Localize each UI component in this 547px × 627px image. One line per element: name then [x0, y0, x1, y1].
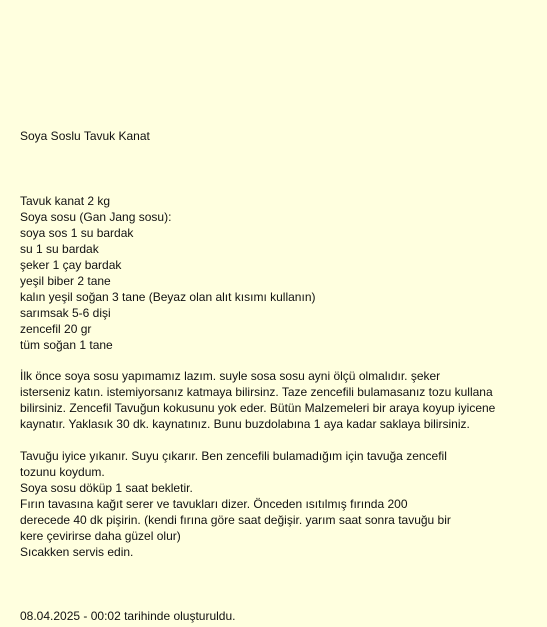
ingredient-item: zencefil 20 gr: [20, 322, 92, 336]
step-line: Sıcakken servis edin.: [20, 545, 134, 559]
ingredient-item: Soya sosu (Gan Jang sosu):: [20, 210, 172, 224]
instruction-line: isterseniz katın. istemiyorsanız katmaya bilirsinz. Taze zencefili bulamasanız tozu kullana: [20, 385, 493, 399]
instruction-line: İlk önce soya sosu yapımamız lazım. suyle sosa sosu ayni ölçü olmalıdır. şeker: [20, 369, 441, 383]
step-line: derecede 40 dk pişirin. (kendi fırına göre saat değişir. yarım saat sonra tavuğu bir: [20, 513, 451, 527]
ingredient-item: tüm soğan 1 tane: [20, 338, 113, 352]
created-timestamp: 08.04.2025 - 00:02 tarihinde oluşturuldu.: [20, 609, 236, 623]
cooking-steps: [20, 448, 451, 560]
instruction-line: bilirsiniz. Zencefil Tavuğun kokusunu yok eder. Bütün Malzemeleri bir araya koyup iyicene: [20, 401, 496, 415]
ingredient-item: su 1 su bardak: [20, 242, 99, 256]
step-line: tozunu koydum.: [20, 465, 105, 479]
instruction-line: kaynatır. Yaklasık 30 dk. kaynatınız. Bunu buzdolabına 1 aya kadar saklaya bilirsiniz.: [20, 417, 470, 431]
step-line: Fırın tavasına kağıt serer ve tavukları dizer. Önceden ısıtılmış fırında 200: [20, 497, 408, 511]
ingredient-item: yeşil biber 2 tane: [20, 274, 111, 288]
ingredient-list: [20, 193, 315, 353]
step-line: Tavuğu iyice yıkanır. Suyu çıkarır. Ben zencefili bulamadığım için tavuğa zencefil: [20, 449, 447, 463]
recipe-title: Soya Soslu Tavuk Kanat: [20, 129, 150, 143]
ingredient-item: şeker 1 çay bardak: [20, 258, 122, 272]
sauce-instructions: [20, 368, 495, 432]
ingredient-item: soya sos 1 su bardak: [20, 226, 134, 240]
step-line: Soya sosu döküp 1 saat bekletir.: [20, 481, 193, 495]
ingredient-item: kalın yeşil soğan 3 tane (Beyaz olan alıt kısımı kullanın): [20, 290, 316, 304]
ingredient-item: sarımsak 5-6 dişi: [20, 306, 111, 320]
step-line: kere çevirirse daha güzel olur): [20, 529, 181, 543]
ingredient-item: Tavuk kanat 2 kg: [20, 194, 111, 208]
